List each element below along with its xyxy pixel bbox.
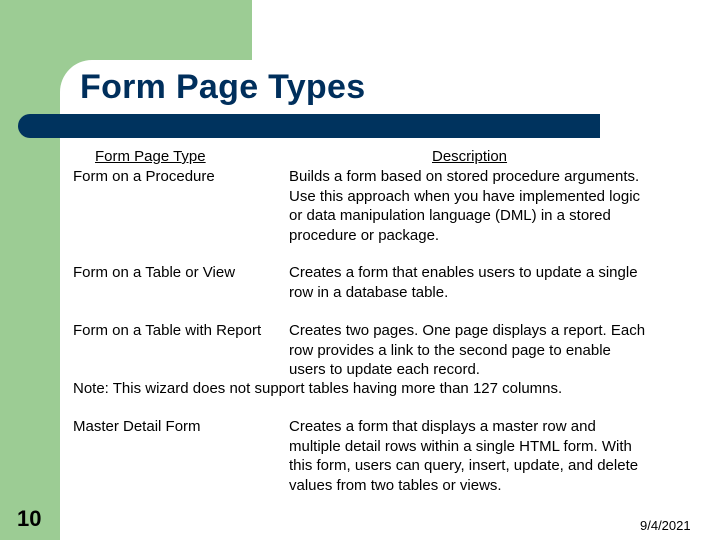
column-limit-note: Note: This wizard does not support tables having more than 127 columns. bbox=[73, 380, 563, 397]
desc-line: row in a database table. bbox=[289, 283, 449, 301]
slide-title: Form Page Types bbox=[80, 68, 366, 106]
desc-line: or data manipulation language (DML) in a stored bbox=[289, 207, 611, 224]
row-type-procedure: Form on a Procedure bbox=[73, 168, 215, 185]
desc-line: values from two tables or views. bbox=[289, 476, 502, 494]
desc-line: procedure or package. bbox=[289, 226, 440, 244]
row-type-master-detail: Master Detail Form bbox=[73, 418, 201, 435]
row-description-table-view bbox=[289, 263, 638, 302]
desc-line: this form, users can query, insert, update, and delete bbox=[289, 457, 639, 474]
desc-line: Creates a form that enables users to update a single bbox=[289, 264, 638, 281]
desc-line: multiple detail rows within a single HTML form. With bbox=[289, 437, 632, 455]
slide-date: 9/4/2021 bbox=[640, 518, 691, 533]
desc-line: row provides a link to the second page to enable bbox=[289, 341, 611, 359]
desc-line: Builds a form based on stored procedure arguments. bbox=[289, 168, 640, 185]
row-type-table-report: Form on a Table with Report bbox=[73, 322, 262, 339]
row-type-table-view: Form on a Table or View bbox=[73, 264, 236, 281]
desc-line: Use this approach when you have implemented logic bbox=[289, 187, 641, 205]
title-underline-bar bbox=[18, 114, 600, 138]
row-description-master-detail bbox=[289, 417, 638, 495]
desc-line: Creates a form that displays a master row and bbox=[289, 418, 596, 435]
green-side-bar bbox=[0, 0, 60, 540]
desc-line: users to update each record. bbox=[289, 361, 480, 378]
row-description-table-report bbox=[289, 321, 645, 380]
header-description: Description bbox=[432, 148, 508, 165]
row-description-procedure bbox=[289, 167, 640, 245]
slide-number: 10 bbox=[17, 506, 42, 531]
header-form-page-type: Form Page Type bbox=[95, 148, 206, 165]
desc-line: Creates two pages. One page displays a report. Each bbox=[289, 322, 646, 339]
